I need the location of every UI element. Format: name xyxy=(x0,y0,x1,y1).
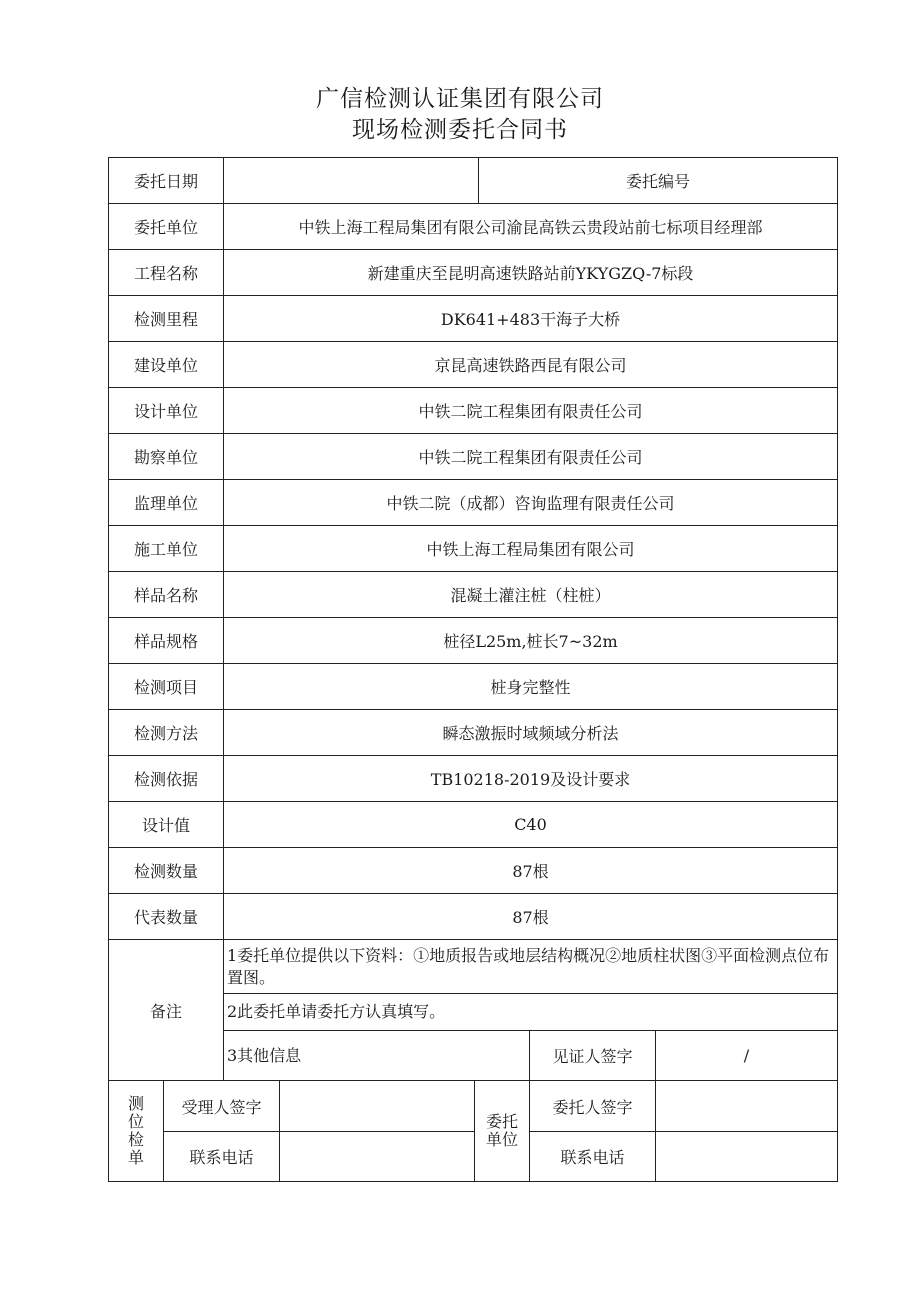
row-label: 设计值 xyxy=(108,801,224,848)
witness-sign-label: 见证人签字 xyxy=(529,1030,656,1081)
site-unit-label xyxy=(108,1080,164,1182)
row-value[interactable]: 87根 xyxy=(223,847,838,894)
row-label: 施工单位 xyxy=(108,525,224,572)
remarks-note-2: 2此委托单请委托方认真填写。 xyxy=(223,993,838,1031)
phone-field-left[interactable] xyxy=(279,1131,475,1182)
row-value[interactable]: 中铁上海工程局集团有限公司 xyxy=(223,525,838,572)
row-label: 检测方法 xyxy=(108,709,224,756)
client-sign-field[interactable] xyxy=(655,1080,838,1132)
row-label: 委托日期 xyxy=(108,157,224,204)
row-label: 检测项目 xyxy=(108,663,224,710)
row-value[interactable]: 87根 xyxy=(223,893,838,940)
company-title: 广信检测认证集团有限公司 xyxy=(316,86,604,112)
row-label: 工程名称 xyxy=(108,249,224,296)
receiver-sign-field[interactable] xyxy=(279,1080,475,1132)
document-title: 现场检测委托合同书 xyxy=(352,117,568,143)
row-label: 样品名称 xyxy=(108,571,224,618)
receiver-sign-label: 受理人签字 xyxy=(163,1080,280,1132)
row-label: 检测里程 xyxy=(108,295,224,342)
row-label: 建设单位 xyxy=(108,341,224,388)
row-value[interactable]: 中铁二院（成都）咨询监理有限责任公司 xyxy=(223,479,838,526)
phone-field-right[interactable] xyxy=(655,1131,838,1182)
phone-label-right: 联系电话 xyxy=(529,1131,656,1182)
row-value[interactable]: 混凝土灌注桩（柱桩） xyxy=(223,571,838,618)
client-sign-label: 委托人签字 xyxy=(529,1080,656,1132)
phone-label-left: 联系电话 xyxy=(163,1131,280,1182)
row-label: 检测依据 xyxy=(108,755,224,802)
row-value[interactable]: 新建重庆至昆明高速铁路站前YKYGZQ-7标段 xyxy=(223,249,838,296)
vertical-label-text: 委托单位 xyxy=(485,1112,518,1149)
row-value[interactable]: C40 xyxy=(223,801,838,848)
entrust-no-label: 委托编号 xyxy=(478,157,838,204)
row-value[interactable]: 京昆高速铁路西昆有限公司 xyxy=(223,341,838,388)
row-label: 委托单位 xyxy=(108,203,224,250)
client-unit-label xyxy=(474,1080,530,1182)
row-label: 勘察单位 xyxy=(108,433,224,480)
row-value[interactable]: 中铁二院工程集团有限责任公司 xyxy=(223,433,838,480)
remarks-note-3: 3其他信息 xyxy=(223,1030,530,1081)
row-label: 样品规格 xyxy=(108,617,224,664)
row-value[interactable]: DK641+483干海子大桥 xyxy=(223,295,838,342)
entrust-date-value[interactable] xyxy=(223,157,479,204)
row-value[interactable]: 瞬态激振时域频域分析法 xyxy=(223,709,838,756)
row-label: 设计单位 xyxy=(108,387,224,434)
row-label: 监理单位 xyxy=(108,479,224,526)
row-value[interactable]: 中铁上海工程局集团有限公司渝昆高铁云贵段站前七标项目经理部 xyxy=(223,203,838,250)
remarks-label: 备注 xyxy=(108,939,224,1081)
row-value[interactable]: 桩身完整性 xyxy=(223,663,838,710)
vertical-label-text: 测位检单 xyxy=(127,1094,144,1167)
row-value[interactable]: 桩径L25m,桩长7~32m xyxy=(223,617,838,664)
row-value[interactable]: 中铁二院工程集团有限责任公司 xyxy=(223,387,838,434)
row-label: 检测数量 xyxy=(108,847,224,894)
witness-sign-value[interactable]: / xyxy=(655,1030,838,1081)
row-label: 代表数量 xyxy=(108,893,224,940)
remarks-note-1: 1委托单位提供以下资料：①地质报告或地层结构概况②地质柱状图③平面检测点位布置图。 xyxy=(223,939,838,994)
row-value[interactable]: TB10218-2019及设计要求 xyxy=(223,755,838,802)
